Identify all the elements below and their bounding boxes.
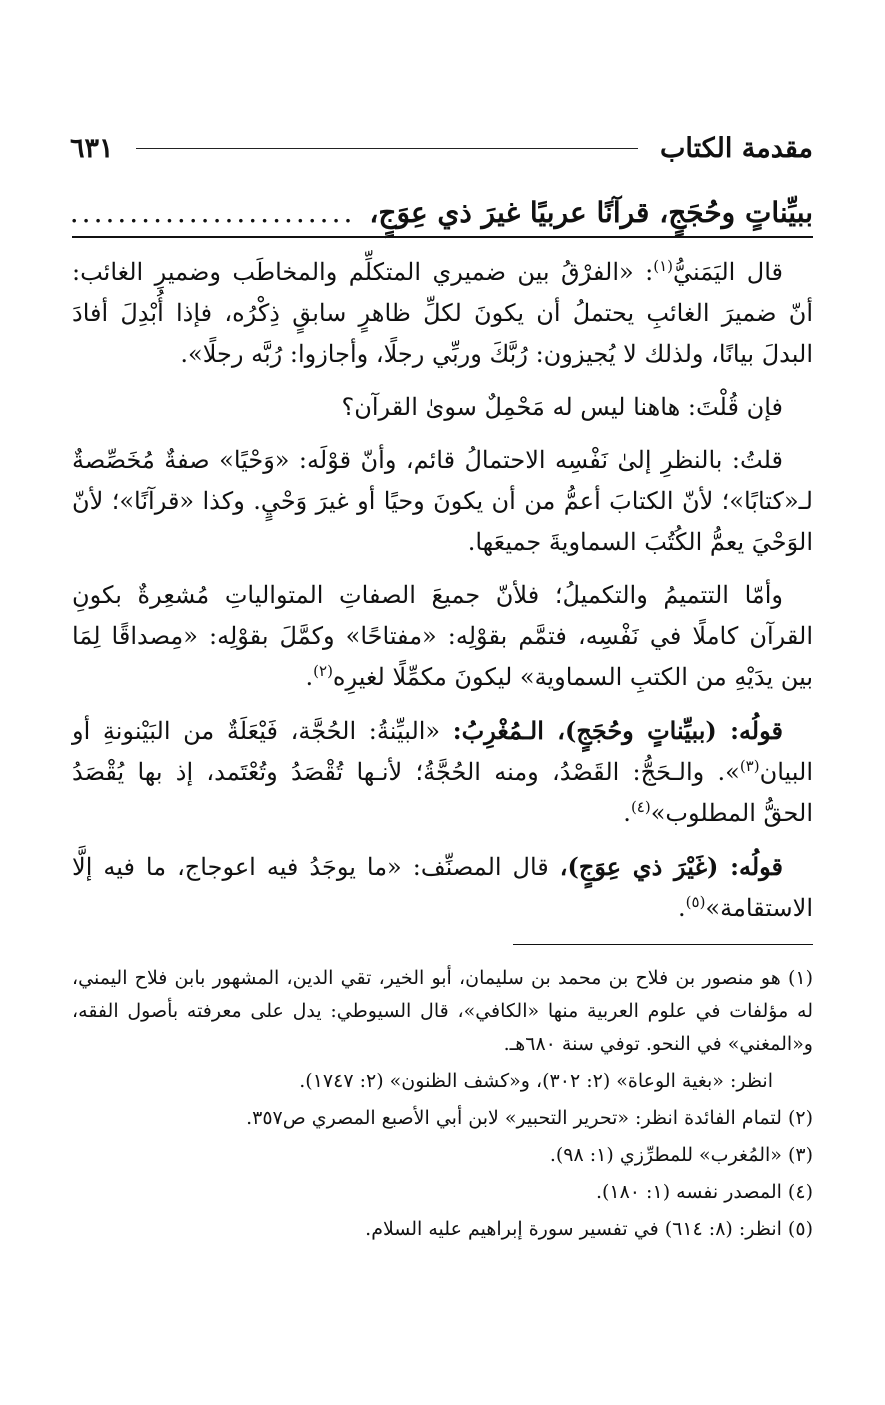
footnotes xyxy=(72,962,813,1250)
footnote-3: (٣) «المُغرب» للمطرِّزي (١: ٩٨). xyxy=(549,1144,813,1166)
verse-heading-text: ببيِّناتٍ وحُجَجٍ، قرآنًا عربيًا غيرَ ذي عِوَجٍ، xyxy=(369,195,813,229)
paragraph-1 xyxy=(72,252,813,375)
paragraph-2 xyxy=(72,387,813,428)
paragraph-lead: قولُه: (غَيْرَ ذي عِوَجٍ)، xyxy=(559,852,784,881)
paragraph-tail: . xyxy=(623,799,631,827)
paragraph-tail: ». والـحَجُّ: القَصْدُ، ومنه الحُجَّةُ؛ لأنـها تُقْصَدُ وتُعْتَمد، إذ بها يُقْصَدُ الحقُّ المطلوب» xyxy=(72,758,813,827)
footnote-2: (٢) لتمام الفائدة انظر: «تحرير التحبير» لابن أبي الأصبع المصري ص٣٥٧. xyxy=(246,1107,813,1129)
paragraph-lead: قولُه: (ببيِّناتٍ وحُجَجٍ)، الـمُغْرِبُ: xyxy=(452,716,783,745)
paragraph-6 xyxy=(72,846,813,929)
paragraph-text: «البيِّنةُ: الحُجَّة، فَيْعَلَةٌ من البَيْنونةِ أو البيان xyxy=(72,717,813,786)
paragraph-tail: . xyxy=(678,894,686,922)
footnote-4: (٤) المصدر نفسه (١: ١٨٠). xyxy=(595,1181,813,1203)
footnote-ref[interactable]: (٣) xyxy=(739,757,760,775)
paragraph-tail: . xyxy=(305,663,314,691)
paragraph-text: وأمّا التتميمُ والتكميلُ؛ فلأنّ جميعَ الصفاتِ المتوالياتِ مُشعِرةٌ بكونِ القرآن كاملًا في نَفْسِه، فتمَّم بقوْلِه: «مفتاحًا» وكمَّلَ بقوْلِه: «مِصداقًا لِمَا بين يدَيْهِ من الكتبِ السماوية» ليكونَ مكمِّلًا لغيرِه xyxy=(72,581,813,691)
footnote-ref[interactable]: (٥) xyxy=(685,893,706,911)
paragraph-3 xyxy=(72,440,813,563)
running-head-title: مقدمة الكتاب xyxy=(659,132,813,164)
footnote-5: (٥) انظر: (٨: ٦١٤) في تفسير سورة إبراهيم عليه السلام. xyxy=(365,1218,813,1240)
running-head-rule xyxy=(136,148,638,149)
footnote-ref[interactable]: (٤) xyxy=(630,798,651,816)
footnote-1: (١) هو منصور بن فلاح بن محمد بن سليمان، أبو الخير، تقي الدين، المشهور بابن فلاح اليمني، له مؤلفات في علوم العربية منها «الكافي»، قال السيوطي: يدل على معرفته بأصول الفقه، و«المغني» في النحو. توفي سنة ٦٨٠هـ. xyxy=(72,967,813,1055)
paragraph-5 xyxy=(72,710,813,834)
footnote-ref[interactable]: (٢) xyxy=(313,662,333,680)
footnote-ref[interactable]: (١) xyxy=(653,257,673,275)
verse-heading xyxy=(70,190,813,234)
running-head xyxy=(70,128,813,168)
verse-heading-dots: ........................ xyxy=(69,195,356,229)
paragraph-text: فإن قُلْتَ: هاهنا ليس له مَحْمِلٌ سوىٰ القرآن؟ xyxy=(341,393,783,421)
main-text xyxy=(72,252,813,941)
paragraph-lead: قال اليَمَنيُّ xyxy=(673,258,783,286)
heading-rule xyxy=(72,236,813,238)
footnote-separator xyxy=(513,944,813,945)
paragraph-text: : «الفرْقُ بين ضميري المتكلِّم والمخاطَب وضميرِ الغائب: أنّ ضميرَ الغائبِ يحتملُ أن يكونَ لكلِّ ظاهرٍ سابقٍ ذِكْرُه، فإذا أُبْدِلَ أفادَ البدلَ بيانًا، ولذلك لا يُجيزون: رُبَّكَ وربِّي رجلًا، وأجازوا: رُبَّه رجلًا». xyxy=(72,258,813,368)
paragraph-text: قلتُ: بالنظرِ إلىٰ نَفْسِه الاحتمالُ قائم، وأنّ قوْلَه: «وَحْيًا» صفةٌ مُخَصِّصةٌ لـ«كتابًا»؛ لأنّ الكتابَ أعمُّ من أن يكونَ وحيًا أو غيرَ وَحْيٍ. وكذا «قرآنًا»؛ لأنّ الوَحْيَ يعمُّ الكُتُبَ السماويةَ جميعَها. xyxy=(72,446,813,556)
page-number: ٦٣١ xyxy=(70,132,114,164)
paragraph-text: قال المصنِّف: «ما يوجَدُ فيه اعوجاج، ما فيه إلَّا الاستقامة» xyxy=(72,853,813,922)
paragraph-4 xyxy=(72,575,813,698)
footnote-1-reference: انظر: «بغية الوعاة» (٢: ٣٠٢)، و«كشف الظنون» (٢: ١٧٤٧). xyxy=(299,1070,773,1092)
